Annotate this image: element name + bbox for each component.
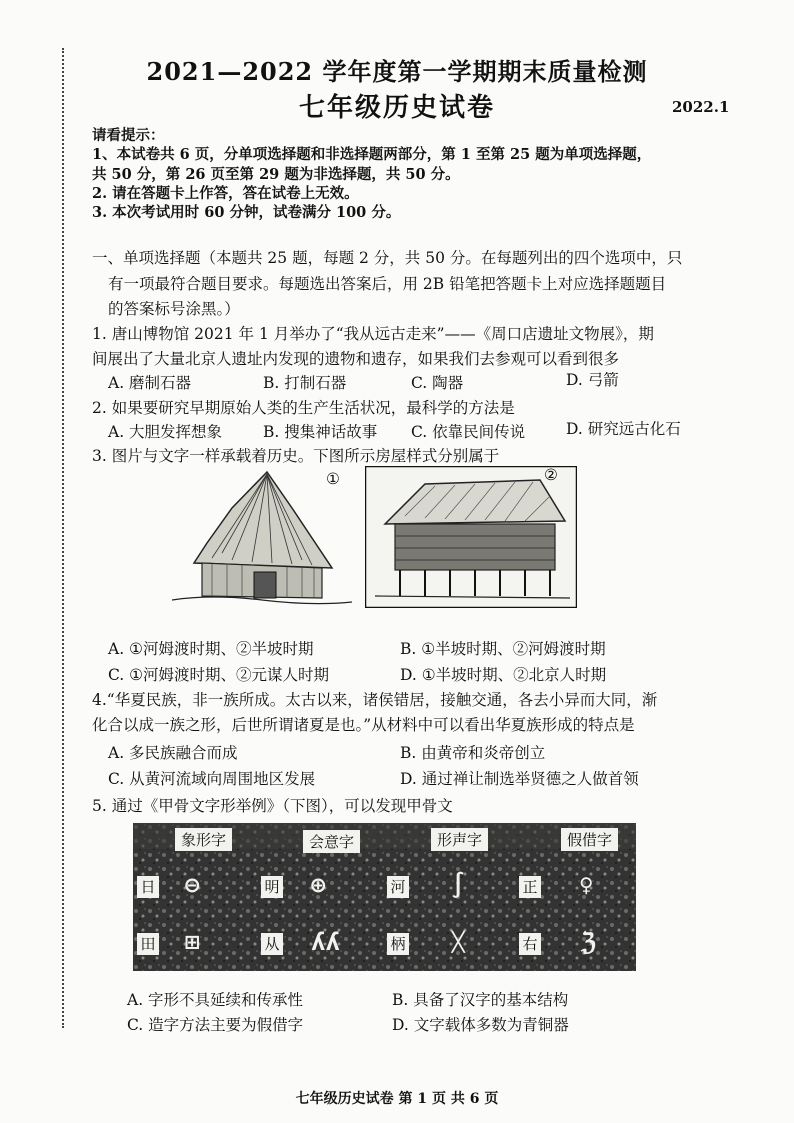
notice-heading: 请看提示： [92, 127, 165, 144]
oracle-glyph: ∫ [451, 871, 466, 899]
hut-drawing-1 [172, 468, 352, 613]
q4-option-a[interactable]: A. 多民族融合而成 [108, 744, 238, 762]
question-3-stem: 3. 图片与文字一样承载着历史。下图所示房屋样式分别属于 [92, 447, 500, 465]
table-cell-modern-char: 日 [137, 876, 159, 898]
q2-option-b[interactable]: B. 搜集神话故事 [263, 423, 378, 441]
table-cell-modern-char: 河 [387, 876, 409, 898]
notice-line: 1、本试卷共 6 页，分单项选择题和非选择题两部分，第 1 至第 25 题为单项选择题， [92, 146, 652, 163]
page-footer: 七年级历史试卷 第 1 页 共 6 页 [295, 1091, 499, 1107]
q4-option-c[interactable]: C. 从黄河流域向周围地区发展 [108, 770, 316, 788]
oracle-glyph: ᚷ [451, 928, 466, 956]
q1-option-b[interactable]: B. 打制石器 [263, 374, 347, 392]
q3-option-b[interactable]: B. ①半坡时期、②河姆渡时期 [400, 640, 606, 658]
stilt-house-drawing-2 [365, 466, 577, 608]
exam-date: 2022.1 [672, 98, 730, 116]
oracle-glyph: ♀ [579, 871, 594, 899]
question-1-stem: 1. 唐山博物馆 2021 年 1 月举办了“我从远古走来”——《周口店遗址文物展》，期 [92, 325, 654, 343]
image-label-2: ② [544, 466, 558, 484]
oracle-bone-script-table [133, 823, 636, 971]
oracle-glyph: ℨ [581, 928, 596, 956]
oracle-glyph: ⊞ [185, 928, 200, 956]
question-2-stem: 2. 如果要研究早期原始人类的生产生活状况，最科学的方法是 [92, 399, 515, 417]
table-header-phono-semantic: 形声字 [431, 828, 488, 851]
notice-line: 共 50 分，第 26 页至第 29 题为非选择题，共 50 分。 [92, 166, 460, 183]
oracle-glyph: ⊖ [185, 871, 200, 899]
table-cell-modern-char: 正 [519, 876, 541, 898]
exam-title-line1: 2021—2022 学年度第一学期期末质量检测 [146, 57, 648, 86]
q5-option-a[interactable]: A. 字形不具延续和传承性 [127, 991, 304, 1009]
oracle-glyph: ʎʎ [311, 928, 340, 956]
q5-option-b[interactable]: B. 具备了汉字的基本结构 [392, 991, 569, 1009]
q2-option-c[interactable]: C. 依靠民间传说 [411, 423, 526, 441]
q1-option-d[interactable]: D. 弓箭 [566, 371, 619, 389]
question-5-stem: 5. 通过《甲骨文字形举例》（下图），可以发现甲骨文 [92, 797, 453, 815]
q3-option-d[interactable]: D. ①半坡时期、②北京人时期 [400, 666, 607, 684]
q4-option-b[interactable]: B. 由黄帝和炎帝创立 [400, 744, 546, 762]
binding-dotted-line [62, 48, 64, 1028]
q1-option-c[interactable]: C. 陶器 [411, 374, 464, 392]
table-header-pictograph: 象形字 [175, 828, 232, 851]
table-cell-modern-char: 田 [137, 933, 159, 955]
section-instruction: 一、单项选择题（本题共 25 题，每题 2 分，共 50 分。在每题列出的四个选项中，只 [92, 249, 683, 267]
table-header-loan-character: 假借字 [561, 828, 618, 851]
q2-option-a[interactable]: A. 大胆发挥想象 [108, 423, 223, 441]
q5-option-c[interactable]: C. 造字方法主要为假借字 [127, 1016, 304, 1034]
section-instruction: 有一项最符合题目要求。每题选出答案后，用 2B 铅笔把答题卡上对应选择题题目 [108, 275, 667, 293]
table-header-ideograph: 会意字 [303, 830, 360, 853]
q4-option-d[interactable]: D. 通过禅让制选举贤德之人做首领 [400, 770, 639, 788]
notice-line: 3. 本次考试用时 60 分钟，试卷满分 100 分。 [92, 204, 401, 221]
table-cell-modern-char: 明 [261, 876, 283, 898]
q2-option-d[interactable]: D. 研究远古化石 [566, 420, 681, 438]
table-cell-modern-char: 从 [261, 933, 283, 955]
table-cell-modern-char: 右 [519, 933, 541, 955]
section-instruction: 的答案标号涂黑。） [108, 300, 240, 318]
oracle-glyph: ⊕ [311, 871, 326, 899]
q1-option-a[interactable]: A. 磨制石器 [108, 374, 192, 392]
image-label-1: ① [326, 470, 340, 488]
notice-line: 2. 请在答题卡上作答，答在试卷上无效。 [92, 185, 359, 202]
question-4-stem: 4.“华夏民族，非一族所成。太古以来，诸侯错居，接触交通，各去小异而大同，渐 [92, 691, 658, 709]
exam-title-line2: 七年级历史试卷 [298, 93, 495, 123]
table-cell-modern-char: 柄 [387, 933, 409, 955]
q3-option-c[interactable]: C. ①河姆渡时期、②元谋人时期 [108, 666, 330, 684]
question-1-stem: 间展出了大量北京人遗址内发现的遗物和遗存，如果我们去参观可以看到很多 [92, 350, 620, 368]
question-4-stem: 化合以成一族之形，后世所谓诸夏是也。”从材料中可以看出华夏族形成的特点是 [92, 716, 635, 734]
q5-option-d[interactable]: D. 文字载体多数为青铜器 [392, 1016, 569, 1034]
q3-option-a[interactable]: A. ①河姆渡时期、②半坡时期 [108, 640, 314, 658]
